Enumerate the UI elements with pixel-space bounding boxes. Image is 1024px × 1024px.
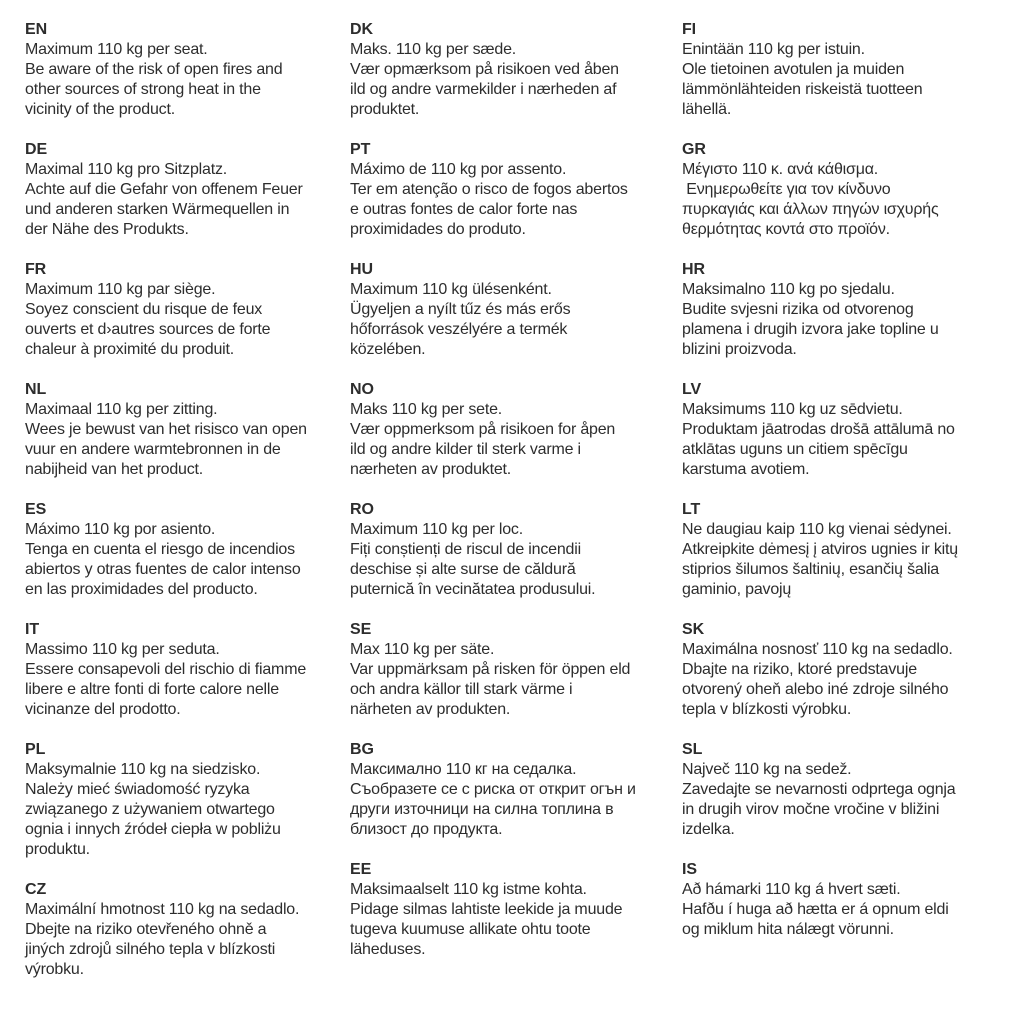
text-line: jiných zdrojů silného tepla v blízkosti <box>25 941 276 958</box>
text-line: Massimo 110 kg per seduta. <box>25 641 220 658</box>
language-code-label: PL <box>25 741 46 758</box>
text-line: Budite svjesni rizika od otvorenog <box>682 301 914 318</box>
text-line: karstuma avotiem. <box>682 461 810 478</box>
text-line: libere e altre fonti di forte calore nelle <box>25 681 279 698</box>
language-block-en <box>25 20 350 120</box>
language-block-dk <box>350 20 682 120</box>
text-line: Maximal 110 kg pro Sitzplatz. <box>25 161 227 178</box>
text-line: Dbajte na riziko, ktoré predstavuje <box>682 661 917 678</box>
text-line: Ne daugiau kaip 110 kg vienai sėdynei. <box>682 521 952 538</box>
text-line: Pidage silmas lahtiste leekide ja muude <box>350 901 623 918</box>
text-line: ouverts et d›autres sources de forte <box>25 321 271 338</box>
text-line: Tenga en cuenta el riesgo de incendios <box>25 541 295 558</box>
language-code-label: DK <box>350 21 373 38</box>
language-code-label: LV <box>682 381 702 398</box>
text-line: Dbejte na riziko otevřeného ohně a <box>25 921 267 938</box>
language-block-sl <box>682 740 1018 840</box>
text-line: atklātas uguns un citiem spēcīgu <box>682 441 908 458</box>
text-line: Maximálna nosnosť 110 kg na sedadlo. <box>682 641 953 658</box>
text-line: Ole tietoinen avotulen ja muiden <box>682 61 905 78</box>
text-line: Съобразете се с риска от открит огън и <box>350 781 636 798</box>
text-line: in drugih virov močne vročine v bližini <box>682 801 940 818</box>
language-block-fr <box>25 260 350 360</box>
text-line: ognia i innych źródeł ciepła w pobliżu <box>25 821 281 838</box>
text-line: gaminio, pavojų <box>682 581 792 598</box>
text-line: e outras fontes de calor forte nas <box>350 201 578 218</box>
language-block-gr <box>682 140 1018 240</box>
text-line: izdelka. <box>682 821 735 838</box>
text-line: Máximo 110 kg por asiento. <box>25 521 216 538</box>
text-line: proximidades do produto. <box>350 221 526 238</box>
language-code-label: DE <box>25 141 48 158</box>
language-block-pl <box>25 740 350 860</box>
text-line: tepla v blízkosti výrobku. <box>682 701 852 718</box>
language-code-label: ES <box>25 501 47 518</box>
text-line: Að hámarki 110 kg á hvert sæti. <box>682 881 901 898</box>
language-column-2 <box>350 20 682 980</box>
text-line: Be aware of the risk of open fires and <box>25 61 283 78</box>
text-line: der Nähe des Produkts. <box>25 221 189 238</box>
text-line: Maximální hmotnost 110 kg na sedadlo. <box>25 901 300 918</box>
language-block-hr <box>682 260 1018 360</box>
language-block-cz <box>25 880 350 980</box>
text-line: och andra källor till stark värme i <box>350 681 573 698</box>
text-line: og miklum hita nálægt vörunni. <box>682 921 894 938</box>
text-line: Maksimaalselt 110 kg istme kohta. <box>350 881 587 898</box>
text-line: Maximum 110 kg per loc. <box>350 521 523 538</box>
text-line: blizini proizvoda. <box>682 341 797 358</box>
text-line: Максимално 110 кг на седалка. <box>350 761 577 778</box>
language-code-label: SK <box>682 621 705 638</box>
text-line: nærheten av produktet. <box>350 461 512 478</box>
text-line: Maximaal 110 kg per zitting. <box>25 401 218 418</box>
text-line: Należy mieć świadomość ryzyka <box>25 781 250 798</box>
text-line: vicinanze del prodotto. <box>25 701 181 718</box>
text-line: Vær oppmerksom på risikoen for åpen <box>350 421 616 438</box>
text-line: Maksimums 110 kg uz sēdvietu. <box>682 401 903 418</box>
text-line: близост до продукта. <box>350 821 503 838</box>
text-line: Enintään 110 kg per istuin. <box>682 41 865 58</box>
language-code-label: IS <box>682 861 697 878</box>
text-line: vicinity of the product. <box>25 101 175 118</box>
language-block-fi <box>682 20 1018 120</box>
language-code-label: NL <box>25 381 47 398</box>
language-code-label: SL <box>682 741 703 758</box>
text-line: other sources of strong heat in the <box>25 81 261 98</box>
language-block-lv <box>682 380 1018 480</box>
language-code-label: CZ <box>25 881 47 898</box>
text-line: produktu. <box>25 841 90 858</box>
text-line: Soyez conscient du risque de feux <box>25 301 263 318</box>
text-line: vuur en andere warmtebronnen in de <box>25 441 281 458</box>
language-code-label: FR <box>25 261 47 278</box>
text-line: Fiți conștienți de riscul de incendii <box>350 541 581 558</box>
language-block-bg <box>350 740 682 840</box>
text-line: lähellä. <box>682 101 732 118</box>
text-line: Essere consapevoli del rischio di fiamme <box>25 661 307 678</box>
text-line: stiprios šilumos šaltinių, esančių šalia <box>682 561 940 578</box>
language-code-label: LT <box>682 501 701 518</box>
text-line: tugeva kuumuse allikate ohtu toote <box>350 921 591 938</box>
text-line: Maximum 110 kg ülésenként. <box>350 281 552 298</box>
language-block-es <box>25 500 350 600</box>
text-line: hőforrások veszélyére a termék <box>350 321 568 338</box>
language-code-label: EE <box>350 861 372 878</box>
text-line: nabijheid van het product. <box>25 461 204 478</box>
text-line: und anderen starken Wärmequellen in <box>25 201 290 218</box>
language-column-3 <box>682 20 1018 960</box>
language-block-pt <box>350 140 682 240</box>
text-line: Ügyeljen a nyílt tűz és más erős <box>350 301 571 318</box>
text-line: Var uppmärksam på risken för öppen eld <box>350 661 631 678</box>
language-code-label: BG <box>350 741 374 758</box>
language-column-1 <box>25 20 350 1000</box>
language-code-label: SE <box>350 621 372 638</box>
text-line: abiertos y otras fuentes de calor intenso <box>25 561 301 578</box>
language-block-lt <box>682 500 1018 600</box>
language-block-se <box>350 620 682 720</box>
language-code-label: EN <box>25 21 48 38</box>
text-line: Maks 110 kg per sete. <box>350 401 503 418</box>
text-line: други източници на силна топлина в <box>350 801 614 818</box>
text-line: közelében. <box>350 341 426 358</box>
text-line: výrobku. <box>25 961 84 978</box>
text-line: ild og andre varmekilder i nærheden af <box>350 81 617 98</box>
text-line: Ter em atenção o risco de fogos abertos <box>350 181 628 198</box>
text-line: związanego z używaniem otwartego <box>25 801 275 818</box>
language-columns <box>25 20 1018 1000</box>
text-line: ild og andre kilder til sterk varme i <box>350 441 581 458</box>
text-line: puternică în vecinătatea produsului. <box>350 581 596 598</box>
text-line: läheduses. <box>350 941 426 958</box>
language-block-no <box>350 380 682 480</box>
language-block-hu <box>350 260 682 360</box>
text-line: Vær opmærksom på risikoen ved åben <box>350 61 619 78</box>
text-line: θερμότητας κοντά στο προϊόν. <box>682 221 890 238</box>
text-line: Ενημερωθείτε για τον κίνδυνο <box>682 181 891 198</box>
text-line: Achte auf die Gefahr von offenem Feuer <box>25 181 303 198</box>
language-block-it <box>25 620 350 720</box>
language-block-is <box>682 860 1018 940</box>
language-code-label: HR <box>682 261 705 278</box>
text-line: plamena i drugih izvora jake topline u <box>682 321 939 338</box>
text-line: Maksimalno 110 kg po sjedalu. <box>682 281 895 298</box>
text-line: närheten av produkten. <box>350 701 511 718</box>
language-block-nl <box>25 380 350 480</box>
text-line: deschise și alte surse de căldură <box>350 561 576 578</box>
text-line: Maximum 110 kg per seat. <box>25 41 208 58</box>
text-line: Produktam jāatrodas drošā attālumā no <box>682 421 955 438</box>
language-block-de <box>25 140 350 240</box>
text-line: Maksymalnie 110 kg na siedzisko. <box>25 761 261 778</box>
text-line: πυρκαγιάς και άλλων πηγών ισχυρής <box>682 201 939 218</box>
language-block-ee <box>350 860 682 960</box>
text-line: chaleur à proximité du produit. <box>25 341 235 358</box>
language-code-label: NO <box>350 381 374 398</box>
language-code-label: PT <box>350 141 371 158</box>
text-line: Wees je bewust van het risisco van open <box>25 421 307 438</box>
language-block-sk <box>682 620 1018 720</box>
text-line: Hafðu í huga að hætta er á opnum eldi <box>682 901 949 918</box>
language-code-label: IT <box>25 621 40 638</box>
language-code-label: RO <box>350 501 374 518</box>
text-line: Máximo de 110 kg por assento. <box>350 161 567 178</box>
language-block-ro <box>350 500 682 600</box>
text-line: Zavedajte se nevarnosti odprtega ognja <box>682 781 956 798</box>
text-line: Μέγιστο 110 κ. ανά κάθισμα. <box>682 161 879 178</box>
text-line: Maks. 110 kg per sæde. <box>350 41 517 58</box>
text-line: lämmönlähteiden riskeistä tuotteen <box>682 81 923 98</box>
text-line: produktet. <box>350 101 420 118</box>
text-line: Maximum 110 kg par siège. <box>25 281 216 298</box>
text-line: Max 110 kg per säte. <box>350 641 495 658</box>
text-line: otvorený oheň alebo iné zdroje silného <box>682 681 949 698</box>
text-line: Največ 110 kg na sedež. <box>682 761 852 778</box>
text-line: Atkreipkite dėmesį į atviros ugnies ir kitų <box>682 541 958 558</box>
language-code-label: HU <box>350 261 373 278</box>
text-line: en las proximidades del producto. <box>25 581 258 598</box>
language-code-label: FI <box>682 21 697 38</box>
language-code-label: GR <box>682 141 706 158</box>
